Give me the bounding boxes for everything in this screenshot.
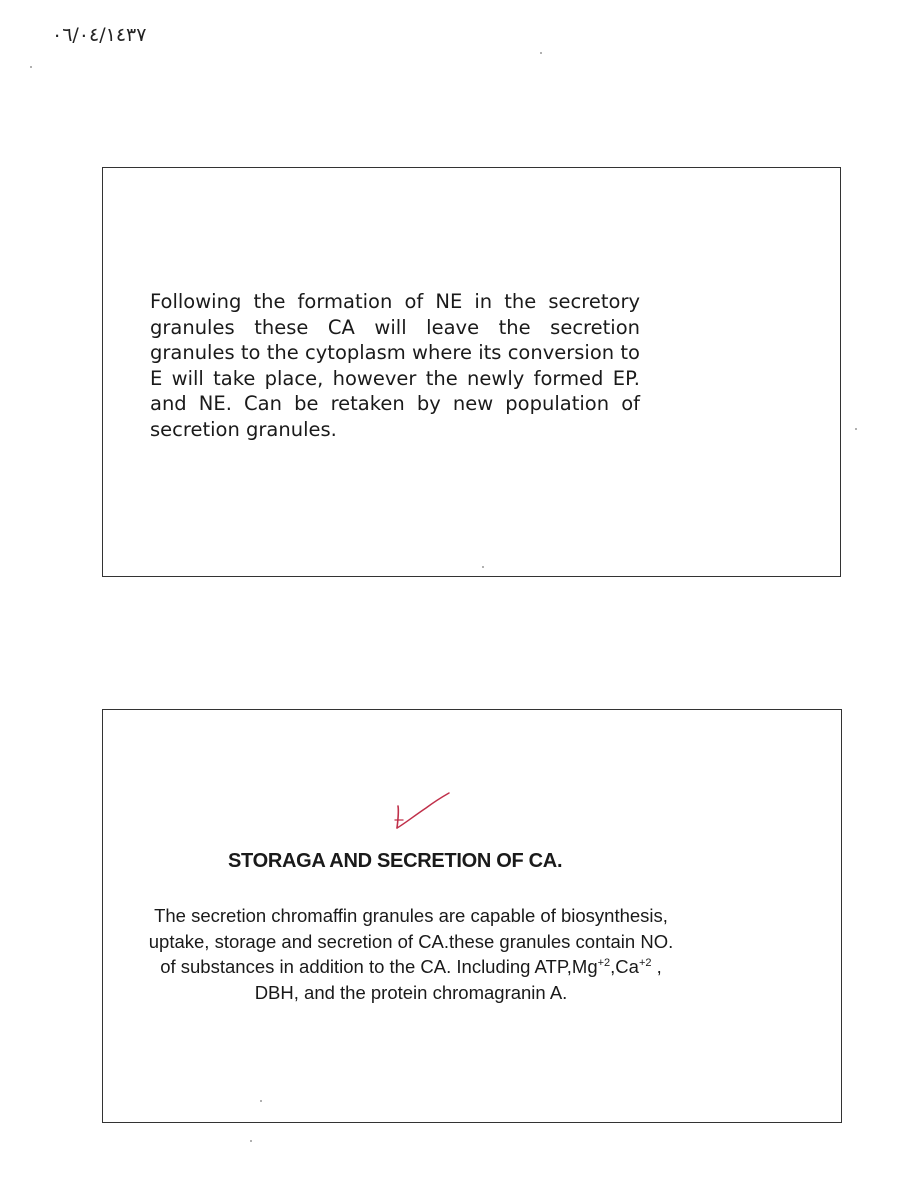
body-text: ,Ca xyxy=(610,956,639,977)
scan-speck xyxy=(482,566,484,568)
body-line: uptake, storage and secretion of CA.these granules contain NO. xyxy=(148,930,674,952)
slide-2 xyxy=(102,709,842,1123)
body-text: , xyxy=(651,956,662,977)
date-stamp: ٠٦/٠٤/١٤٣٧ xyxy=(52,24,147,46)
handwritten-checkmark-icon xyxy=(392,790,454,836)
scan-speck xyxy=(250,1140,252,1142)
scan-speck xyxy=(855,428,857,430)
slide-2-body xyxy=(121,903,701,1005)
slide-1 xyxy=(102,167,841,577)
body-line: DBH, and the protein chromagranin A. xyxy=(254,981,568,1003)
slide-1-paragraph: Following the formation of NE in the secretory granules these CA will leave the secretion granules to the cytoplasm where its conversion to E will take place, however the newly formed EP. and NE. Can be retaken by new population of secretion granules. xyxy=(150,290,640,441)
scan-speck xyxy=(30,66,32,68)
body-line xyxy=(121,954,701,980)
superscript: +2 xyxy=(638,956,652,969)
scan-speck xyxy=(540,52,542,54)
body-text: of substances in addition to the CA. Including ATP,Mg xyxy=(160,956,598,977)
superscript: +2 xyxy=(597,956,611,969)
body-line: The secretion chromaffin granules are capable of biosynthesis, xyxy=(154,905,668,926)
scan-speck xyxy=(260,1100,262,1102)
slide-2-heading: STORAGA AND SECRETION OF CA. xyxy=(228,850,563,872)
